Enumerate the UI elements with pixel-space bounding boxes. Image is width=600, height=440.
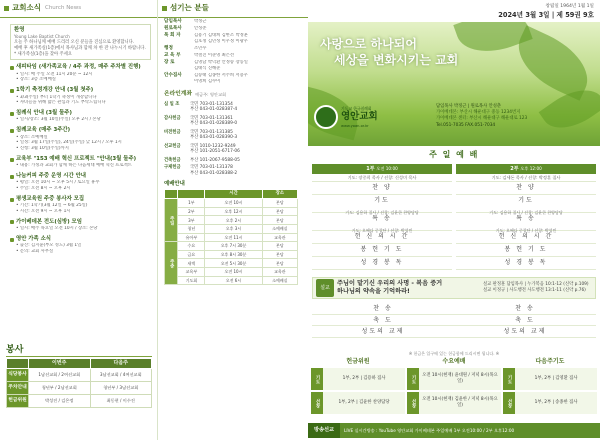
duty-box <box>311 358 405 416</box>
duty-role: 선창 <box>311 392 323 414</box>
duty-person: 오전 10시(현재) 윤대원 / 저녁 8시(목요일) <box>419 368 501 390</box>
schedule-cell: 오전 10시 <box>205 199 262 208</box>
account-label: 십 일 조 <box>164 101 180 107</box>
account-number: 부산 101-2067-9588-05 <box>190 157 240 163</box>
serve-this-week: 박성진 / 김은정 <box>29 394 91 407</box>
news-item-title <box>10 87 151 94</box>
schedule-title: 예배안내 <box>164 181 185 188</box>
schedule-row <box>165 199 298 208</box>
account-numbers <box>190 130 237 142</box>
staff-name-line: 김태식 진해준 <box>194 66 221 72</box>
service-second <box>456 164 596 270</box>
schedule-cell: 청년 <box>178 225 205 234</box>
welcome-sub: Young Lake Baptist Church <box>14 34 70 40</box>
service-leader: 기도: 장중희 목사 / 선창: 신성미 목사 <box>312 174 452 183</box>
schedule-cell: 기도회 <box>178 276 205 285</box>
service-order-detail: 기도: 김용하 집사 / 선창: 김윤한 찬양담당 <box>489 210 563 216</box>
staff-names <box>194 60 304 72</box>
staff-column <box>158 0 308 440</box>
news-bullet-icon <box>10 198 14 202</box>
church-news-title: 교회소식 <box>12 3 41 13</box>
service-time: 오후 12:00 <box>520 165 542 171</box>
news-item-title-text: 침례교육 (매주 3주간) <box>16 127 71 134</box>
staff-row <box>158 59 308 72</box>
news-bullet-icon <box>10 89 14 93</box>
news-item-title-text: 교육부 "153 예배 혁신 프로젝트 "안내(3월 둘주) <box>16 155 137 162</box>
pastor-line: 담임목사 박정근 | 원로목사 안성춘 <box>436 104 502 109</box>
service-order-label: 성 경 봉 독 <box>504 259 548 267</box>
news-item-line: • 신청: 3월 10일(주일)까지 <box>16 146 69 152</box>
worship-title: 주 일 예 배 <box>429 150 479 159</box>
church-name: 영안교회 <box>341 110 378 122</box>
schedule-cell: 오후 12시 <box>205 207 262 216</box>
schedule-row <box>165 207 298 216</box>
duty-row <box>407 392 501 414</box>
staff-names <box>194 53 304 59</box>
duty-row <box>311 368 405 390</box>
church-url: www.yoan.or.kr <box>341 123 369 128</box>
serve-next-week: 3남선교회 / 4여선교회 <box>90 368 152 381</box>
news-item-line: • 시간: 오전 9시 ~ 오후 1시 <box>16 209 71 214</box>
service-name: 2부 <box>510 165 519 172</box>
schedule-cell: 금요 <box>178 250 205 259</box>
schedule-cell: 본당 <box>262 199 297 208</box>
schedule-row <box>165 233 298 242</box>
tel-line: Tel.051-7035 FAX.051-7034 <box>436 122 496 128</box>
contacts-list <box>158 102 308 180</box>
news-item-title-text: 침례식 안내 (3월 둘주) <box>16 110 72 117</box>
closing-row <box>312 315 596 327</box>
serve-row <box>7 394 152 407</box>
staff-role: 원로목사 <box>164 26 182 32</box>
duty-role: 기도 <box>311 368 323 390</box>
broadcast-footer <box>308 423 600 438</box>
welcome-line: 예배 후 새가족실(1층)에서 목사님과 함께 차 한 잔 나누시기 바랍니다. <box>14 45 146 51</box>
sermon-box <box>312 277 596 299</box>
news-bullet-icon <box>10 175 14 179</box>
news-item-title <box>10 156 151 163</box>
serve-row-label: 헌금위원 <box>7 394 29 407</box>
service-header <box>312 164 452 174</box>
schedule-cell: 소예배실 <box>262 225 297 234</box>
schedule-row <box>165 268 298 277</box>
schedule-cell: 수요 <box>178 242 205 251</box>
account-number: 국민 703-01-131378 <box>190 165 233 171</box>
news-item-title-text: 나눔커피 주중 운영 시간 안내 <box>16 173 86 180</box>
staff-names <box>194 33 304 45</box>
schedule-row <box>165 225 298 234</box>
staff-row <box>158 52 308 59</box>
church-news-title-en: Church News <box>44 4 82 11</box>
church-news-header <box>0 0 157 18</box>
account-numbers <box>190 144 240 156</box>
account-row <box>158 144 308 158</box>
slogan-line: 세상을 변화시키는 교회 <box>334 53 459 68</box>
account-row <box>158 116 308 130</box>
duty-row <box>503 392 597 414</box>
welcome-line: 오늘 주 하나님께 예배 드리러 오신 분들을 진심으로 환영합니다. <box>14 39 135 45</box>
account-number: 국민 703-01-131354 <box>190 101 233 107</box>
serve-table <box>6 358 152 408</box>
account-number: 부산 043-01-028390-3 <box>190 135 238 141</box>
news-item-line: • 출산: 김지윤(부모 성도) 3월 1일 <box>16 243 82 249</box>
staff-row <box>158 32 308 45</box>
schedule-row <box>165 276 298 285</box>
serve-head-empty <box>7 359 29 369</box>
schedule-cell: 2부 <box>178 207 205 216</box>
service-order-label: 찬 양 <box>516 184 536 192</box>
slogan-line: 사랑으로 하나되어 <box>320 37 417 51</box>
service-order-item <box>456 257 596 270</box>
staff-name-line: 김호정 김민성 이우정 이광우 <box>194 39 248 45</box>
serve-title: 봉사 <box>6 344 152 357</box>
duty-box <box>407 358 501 416</box>
closing-row <box>312 303 596 315</box>
staff-name-line: 김승태 김종한 서주희 서용우 <box>194 72 248 78</box>
news-item-title <box>10 236 151 243</box>
service-order-label: 봉 헌 기 도 <box>504 246 548 254</box>
service-first <box>312 164 452 270</box>
staff-role: 교 육 부 <box>164 53 181 59</box>
schedule-cell: 소예배실 <box>262 276 297 285</box>
news-item-line: • 문의: 교회 사무실 <box>16 248 54 254</box>
account-label: 비전헌금 <box>164 129 181 135</box>
account-row <box>158 130 308 144</box>
schedule-head <box>178 190 205 199</box>
schedule-cell: 본당 <box>262 250 297 259</box>
duty-role: 선창 <box>407 392 419 414</box>
schedule-row <box>165 216 298 225</box>
pastor-info <box>436 104 598 129</box>
schedule-row <box>165 250 298 259</box>
schedule-cell: 오전 6시 <box>205 276 262 285</box>
schedule-head: 시간 <box>205 190 262 199</box>
schedule-cell: 오후 8시 30분 <box>205 250 262 259</box>
sermon-reference: 설교 이정규 | 사도행전 사도행전 13:1-11 (신약 p.76) <box>483 288 586 293</box>
church-news-column <box>0 0 158 440</box>
news-item-title <box>10 110 151 117</box>
news-item-title <box>10 219 151 226</box>
schedule-head <box>165 190 178 199</box>
closing-item: 찬 송 <box>373 305 393 312</box>
staff-name-line: 김용기 김대희 김한조 박정훈 <box>194 33 248 39</box>
schedule-cell: 본당 <box>262 242 297 251</box>
account-label: 선교헌금 <box>164 143 181 149</box>
staff-names <box>194 26 304 32</box>
duty-person: 1부, 2부 | 김영환 집사 <box>515 368 597 390</box>
news-item-line: • 주일: 오전 8시 ~ 오후 2시 <box>16 186 71 192</box>
broadcast-label: 방송선교 <box>308 423 340 438</box>
service-order-item <box>456 195 596 216</box>
account-label: 구제헌금 <box>164 165 181 171</box>
service-order-label: 찬 양 <box>372 184 392 192</box>
account-row <box>158 102 308 116</box>
serve-next-week: 최동현 / 이수진 <box>90 394 152 407</box>
broadcast-text[interactable]: LIVE 실시간방송 : YouTube 영안교회 가이베데본 주일예배 1부 오전10:00 / 2부 오후12:00 <box>344 427 515 433</box>
service-order-label: 특 송 <box>516 215 536 223</box>
contacts-title-sub: 예금주: 영안교회 <box>195 92 227 98</box>
duty-person: 오전 10시(현재) 김윤한 / 저녁 8시(목요일) <box>419 392 501 414</box>
account-label: 건축헌금 <box>164 157 181 163</box>
serve-row-label: 주차안내 <box>7 381 29 394</box>
service-leader: 기도: 김세돈 목사 / 선창: 박정훈 집사 <box>456 174 596 183</box>
account-number: 국민 703-01-131385 <box>190 129 233 135</box>
service-order-item <box>312 244 452 257</box>
staff-role: 담임목사 <box>164 19 182 24</box>
news-item-line: • 일시/장소: 3월 10일(주일) 오후 2시 / 본당 <box>16 117 101 123</box>
news-item-title <box>10 64 151 71</box>
duty-person: 1부, 2부 | 김윤한 찬양담당 <box>323 392 405 414</box>
sermon-title: 주님이 맡기신 우리의 사명 - 복음 증거 <box>337 280 443 288</box>
news-item-line: • 일시: 매 주일 오전 11시 20분 ~ 12시 <box>16 71 93 77</box>
section-bullet-icon <box>162 6 167 11</box>
service-order-label: 기도 <box>518 197 534 205</box>
service-order-item <box>312 195 452 216</box>
staff-header <box>158 0 308 18</box>
service-order-item <box>312 257 452 270</box>
news-item-title <box>10 127 151 134</box>
news-bullet-icon <box>10 129 14 133</box>
staff-names <box>194 19 304 25</box>
duty-row <box>407 368 501 390</box>
news-bullet-icon <box>10 66 14 70</box>
serve-section <box>6 344 152 408</box>
contacts-title: 온라인계좌 <box>164 91 192 98</box>
schedule-cell: 본당 <box>262 207 297 216</box>
account-number: 부산 043-01-028388-2 <box>190 170 238 176</box>
bulletin-cover <box>308 0 600 440</box>
account-numbers <box>190 102 237 114</box>
duty-title: 다음주기도 <box>535 358 565 365</box>
news-bullet-icon <box>10 238 14 242</box>
service-order-label: 특 송 <box>372 215 392 223</box>
news-bullet-icon <box>10 112 14 116</box>
duty-title: 수요예배 <box>442 358 466 365</box>
church-logo <box>314 104 436 130</box>
schedule-cell: 오전 11시 <box>205 233 262 242</box>
service-order-detail: 기도: 오혜다 중창단 / 선창: 박성민 <box>351 228 413 234</box>
section-bullet-icon <box>4 6 9 11</box>
welcome-line: * 새가족실(1층)을 찾아 주세요 <box>14 51 72 57</box>
service-order-detail: 기도: 김용하 집사 / 선창: 김윤한 찬양담당 <box>345 210 419 216</box>
service-header <box>456 164 596 174</box>
service-order-item <box>456 213 596 234</box>
duty-row <box>311 392 405 414</box>
service-order-item <box>312 213 452 234</box>
duty-row <box>503 368 597 390</box>
news-item-line: • 기간: 1학기(3월 12일 ~ 6월 25일) <box>16 203 88 209</box>
established-date: 창립일 1964년 1월 1일 <box>545 4 594 9</box>
church-emblem-icon <box>314 105 338 129</box>
news-item-line: • 장소: 소예배실 <box>16 134 48 140</box>
account-numbers <box>190 158 240 164</box>
schedule-group: 주일 <box>165 199 178 242</box>
serve-row <box>7 368 152 381</box>
service-name: 1부 <box>366 165 375 172</box>
offering-notice: ※ 헌금은 입구에 있는 헌금함에 드리시면 됩니다. ※ <box>408 351 500 356</box>
staff-role: 목 회 자 <box>164 33 181 39</box>
schedule-cell: 오전 10시 <box>205 268 262 277</box>
news-bullet-icon <box>10 220 14 224</box>
schedule-cell: 교육관 <box>262 233 297 242</box>
news-item-line: • 일시: 매주 목요일 오전 10시 / 장소: 본당 <box>16 226 98 232</box>
duty-role: 기도 <box>503 368 515 390</box>
schedule-cell: 교육관 <box>262 268 297 277</box>
serve-head-next: 다음주 <box>90 359 152 369</box>
closing-row <box>312 326 596 338</box>
account-numbers <box>190 116 237 128</box>
account-number: 국민 703-01-131361 <box>190 115 233 121</box>
sermon-reference: 설교 판정훈 담임목사 | 누가복음 10:1-12 (신약 p.109) <box>483 281 589 287</box>
schedule-row <box>165 259 298 268</box>
schedule-cell: 오후 2시 <box>205 216 262 225</box>
service-order-label: 성 경 봉 독 <box>360 259 404 267</box>
news-item-title-text: 가이베데본 전도(심방) 모임 <box>16 218 82 225</box>
sermon-title: 하나님의 약속을 기억하라! <box>337 288 410 295</box>
address-line: 가이베데본: 부산시 해운대구 중동 1234번지 <box>436 110 521 116</box>
news-item-line: • 자녀들을 위해 많은 관심과 기도 부탁드립니다 <box>16 100 106 106</box>
closing-item: 찬 송 <box>515 305 535 312</box>
service-order-item <box>312 182 452 195</box>
address-line: 가이베데본 센터: 부산시 해운대구 해운대로 123 <box>436 116 528 122</box>
schedule-cell: 3부 <box>178 216 205 225</box>
closing-item: 성도의 교제 <box>361 328 405 335</box>
service-order-label: 헌 신 의 시 간 <box>354 233 410 241</box>
church-denomination: 기독교 한국침례회 <box>341 105 372 111</box>
welcome-box <box>10 24 151 60</box>
closing-item: 축 도 <box>373 316 393 324</box>
staff-name-line: 박철진 이준영 최은선 <box>194 53 235 59</box>
staff-name-line: 조민수 <box>194 45 207 51</box>
sermon-mark: 설교 <box>316 279 334 297</box>
service-order-item <box>456 244 596 257</box>
staff-list <box>158 18 308 85</box>
news-item-line: • 내용: 가정과 교회가 함께 하는 다음세대 예배 혁신 프로젝트 <box>16 163 132 169</box>
serve-head-this: 이번주 <box>29 359 91 369</box>
news-item-title-text: 영안 가족 소식 <box>16 235 51 242</box>
duty-box <box>503 358 597 416</box>
news-item-title-text: 1학기 축정개강 안내 (3월 첫주) <box>16 87 94 94</box>
staff-names <box>194 46 304 52</box>
staff-name-line: 김영남 박덕환 안정승 장동일 <box>194 60 248 66</box>
staff-name-line: 이영희 김수미 <box>194 78 221 84</box>
schedule-group: 주중 <box>165 242 178 285</box>
service-order-label: 헌 신 의 시 간 <box>498 233 554 241</box>
staff-row <box>158 18 308 25</box>
account-number: 부산 043-01-028387-4 <box>190 107 238 113</box>
schedule-cell: 오후 3시 <box>205 225 262 234</box>
service-order-item <box>456 182 596 195</box>
church-slogan <box>320 36 458 68</box>
duty-title: 헌금위원 <box>346 358 370 365</box>
issue-date: 2024년 3월 3일 | 제 59권 9호 <box>498 11 594 19</box>
staff-row <box>158 45 308 52</box>
service-order-item <box>312 231 452 244</box>
news-item-title <box>10 173 151 180</box>
serve-this-week: 1남선교회 / 2여선교회 <box>29 368 91 381</box>
staff-row <box>158 72 308 85</box>
staff-row <box>158 25 308 32</box>
staff-role: 장 로 <box>164 60 175 66</box>
news-item-line: • 3/3(주일) 부터 1학기 축정이 개강합니다 <box>16 94 97 100</box>
schedule-cell: 새벽 <box>178 259 205 268</box>
news-bullet-icon <box>10 158 14 162</box>
staff-name-line: 박정근 <box>194 19 207 24</box>
news-item-line: • 일정: 3월 17일(주일), 24일(주일) 낮 12시 / 오후 1시 <box>16 140 122 146</box>
schedule-table <box>164 189 298 285</box>
staff-title: 섬기는 분들 <box>170 3 209 13</box>
news-item-line: • 장소: 3층 소예배실 <box>16 77 56 83</box>
account-number: 부산 043-01-028389-0 <box>190 121 238 127</box>
news-item-title <box>10 196 151 203</box>
account-row <box>158 158 308 166</box>
closing-item: 성도의 교제 <box>503 328 547 335</box>
service-order-label: 봉 헌 기 도 <box>360 246 404 254</box>
duty-person: 1부, 2부 | 김용하 집사 <box>323 368 405 390</box>
staff-names <box>194 73 304 85</box>
news-item-title-text: 새피타임 (새가족교육 / 4주 과정, 매주 주차별 진행) <box>16 64 141 71</box>
account-numbers <box>190 165 237 177</box>
schedule-cell: 본당 <box>262 259 297 268</box>
schedule-cell: 본당 <box>262 216 297 225</box>
duty-role: 기도 <box>407 368 419 390</box>
schedule-cell: 1부 <box>178 199 205 208</box>
schedule-row <box>165 242 298 251</box>
staff-name-line: 안성춘 <box>194 26 207 32</box>
account-number: 국민 1010-1232-9249 <box>190 143 236 149</box>
serve-row <box>7 381 152 394</box>
account-number: 부산 101-2051-6717-06 <box>190 149 240 155</box>
account-label: 감사헌금 <box>164 115 181 121</box>
service-order-item <box>456 231 596 244</box>
service-time: 오전 10:00 <box>376 165 398 171</box>
news-item-title-text: 평생교육원 주중 봉사자 모집 <box>16 195 85 202</box>
schedule-cell: 오후 7시 30분 <box>205 242 262 251</box>
schedule-head: 장소 <box>262 190 297 199</box>
schedule-cell: 오전 5시 30분 <box>205 259 262 268</box>
staff-role: 행정 <box>164 45 173 51</box>
serve-next-week: 청년부 / 3남선교회 <box>90 381 152 394</box>
service-order-label: 기도 <box>374 197 390 205</box>
duty-role: 선창 <box>503 392 515 414</box>
schedule-cell: 교육부 <box>178 268 205 277</box>
account-row <box>158 165 308 179</box>
contacts-header <box>158 89 308 102</box>
news-item-line: • 평일: 오전 10시 ~ 오후 5시 / 토요일 휴무 <box>16 180 100 186</box>
serve-row-label: 식당봉사 <box>7 368 29 381</box>
serve-this-week: 청년부 / 2남선교회 <box>29 381 91 394</box>
closing-item: 축 도 <box>515 316 535 324</box>
staff-role: 안수집사 <box>164 72 182 78</box>
duty-person: 1부, 2부 | 송종한 집사 <box>515 392 597 414</box>
schedule-cell: 유아부 <box>178 233 205 242</box>
welcome-title: 환영 <box>14 27 25 33</box>
news-list <box>10 64 151 254</box>
service-order-detail: 기도: 오혜다 중창단 / 선창: 박성민 <box>495 228 557 234</box>
closing-order <box>312 303 596 338</box>
